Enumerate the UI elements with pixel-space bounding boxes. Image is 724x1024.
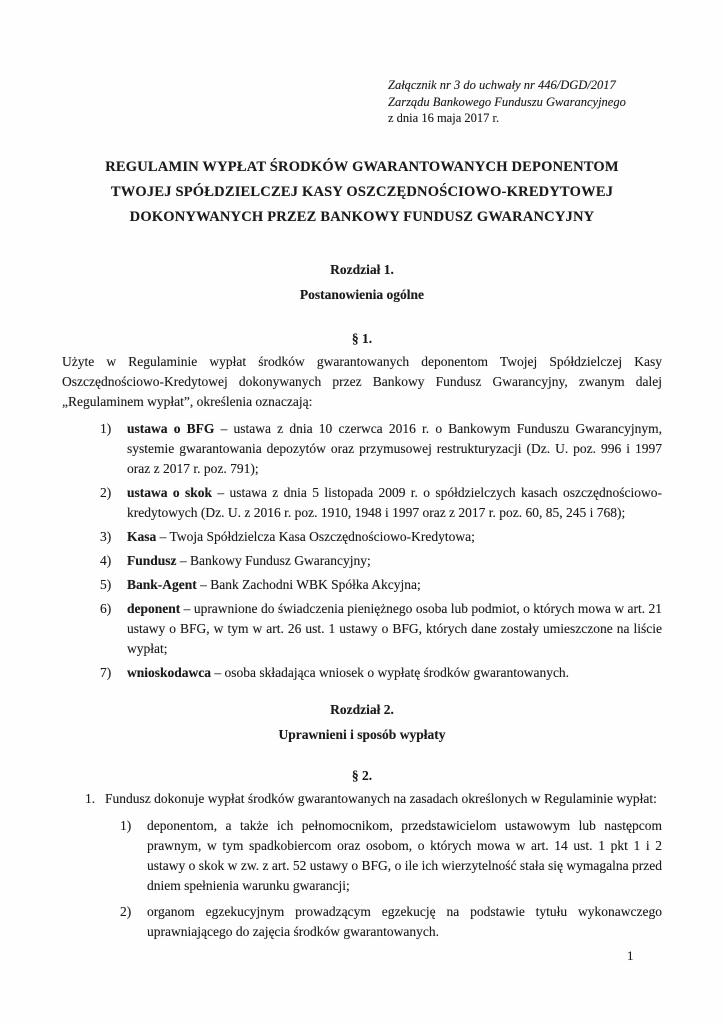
definition-description: – Bankowy Fundusz Gwarancyjny;	[176, 552, 371, 568]
definition-item-1	[62, 419, 662, 479]
definition-term: Kasa	[127, 528, 157, 544]
list-number: 5)	[100, 576, 112, 592]
chapter2-heading: Rozdział 2.	[330, 701, 394, 717]
definition-term: ustawa o BFG	[127, 420, 215, 436]
chapter2-subheading: Uprawnieni i sposób wypłaty	[278, 726, 446, 742]
definition-description: – Twoja Spółdzielcza Kasa Oszczędnościowo-Kredytowa;	[156, 528, 475, 544]
attachment-note-line3: z dnia 16 maja 2017 r.	[388, 111, 500, 125]
definition-term: Bank-Agent	[127, 576, 197, 592]
definition-item-3	[62, 527, 662, 547]
list-number: 2)	[120, 903, 132, 919]
list-number: 6)	[100, 600, 112, 616]
list-number: 4)	[100, 552, 112, 568]
section2-subitem-1	[62, 816, 662, 896]
definition-item-2	[62, 483, 662, 523]
definition-description: – ustawa z dnia 5 listopada 2009 r. o spółdzielczych kasach oszczędnościowo-kredytowych (Dz. U. z 2016 r. poz. 1910, 1948 i 1997 oraz z 2017 r. poz. 60, 85, 245 i 768);	[127, 484, 663, 520]
definition-item-5	[62, 575, 662, 595]
section2-subitem-2-text: organom egzekucyjnym prowadzącym egzekucję na podstawie tytułu wykonawczego uprawniającego do zajęcia środków gwarantowanych.	[147, 903, 662, 939]
definition-description: – osoba składająca wniosek o wypłatę środków gwarantowanych.	[211, 664, 570, 680]
section1-intro: Użyte w Regulaminie wypłat środków gwarantowanych deponentom Twojej Spółdzielczej Kasy Oszczędnościowo-Kredytowej dokonywanych przez Bankowy Fundusz Gwarancyjny, zwanym dalej „Regulaminem wypłat”, określenia oznaczają:	[62, 353, 662, 409]
definition-term: wnioskodawca	[127, 664, 212, 680]
list-number: 3)	[100, 528, 112, 544]
list-number: 1)	[100, 420, 112, 436]
definitions-list	[62, 419, 662, 683]
chapter1-subheading: Postanowienia ogólne	[299, 286, 425, 302]
chapter1-heading: Rozdział 1.	[330, 261, 394, 277]
list-number: 1)	[120, 817, 132, 833]
page-number: 1	[627, 948, 634, 963]
attachment-note	[388, 77, 662, 127]
list-number: 1.	[85, 790, 96, 806]
definition-description: – Bank Zachodni WBK Spółka Akcyjna;	[196, 576, 421, 592]
definition-term: ustawa o skok	[127, 484, 212, 500]
section2-item-1	[62, 789, 662, 809]
definition-item-7	[62, 663, 662, 683]
section2-label: § 2.	[351, 767, 373, 783]
definition-item-6	[62, 599, 662, 659]
definition-description: – uprawnione do świadczenia pieniężnego osoba lub podmiot, o których mowa w art. 21 ustawy o BFG, w tym w art. 26 ust. 1 ustawy o BFG, których dane zostały umieszczone na liście wypłat;	[127, 600, 662, 656]
document-title-line2: TWOJEJ SPÓŁDZIELCZEJ KASY OSZCZĘDNOŚCIOWO-KREDYTOWEJ	[110, 183, 614, 200]
attachment-note-line1: Załącznik nr 3 do uchwały nr 446/DGD/2017	[388, 78, 616, 92]
section2-subitem-2	[62, 902, 662, 942]
list-number: 7)	[100, 664, 112, 680]
definition-term: Fundusz	[127, 552, 177, 568]
definition-term: deponent	[127, 600, 181, 616]
definition-item-4	[62, 551, 662, 571]
definition-description: – ustawa z dnia 10 czerwca 2016 r. o Bankowym Funduszu Gwarancyjnym, systemie gwarantowania depozytów oraz przymusowej restrukturyzacji (Dz. U. poz. 996 i 1997 oraz z 2017 r. poz. 791);	[127, 420, 662, 476]
document-title-line3: DOKONYWANYCH PRZEZ BANKOWY FUNDUSZ GWARANCYJNY	[129, 208, 595, 225]
section1-label: § 1.	[351, 330, 373, 346]
attachment-note-line2: Zarządu Bankowego Funduszu Gwarancyjnego	[388, 94, 626, 109]
list-number: 2)	[100, 484, 112, 500]
document-title-line1: REGULAMIN WYPŁAT ŚRODKÓW GWARANTOWANYCH DEPONENTOM	[105, 158, 619, 175]
section2-subitem-1-text: deponentom, a także ich pełnomocnikom, przedstawicielom ustawowym lub następcom prawnym, w tym spadkobiercom oraz osobom, o których mowa w art. 14 ust. 1 pkt 1 i 2 ustawy o skok w zw. z art. 52 ustawy o BFG, o ile ich wierzytelność stała się wymagalna przed dniem spełnienia warunku gwarancji;	[147, 817, 662, 893]
section2-item-1-text: Fundusz dokonuje wypłat środków gwarantowanych na zasadach określonych w Regulaminie wypłat:	[105, 790, 657, 806]
document-title	[62, 155, 662, 230]
